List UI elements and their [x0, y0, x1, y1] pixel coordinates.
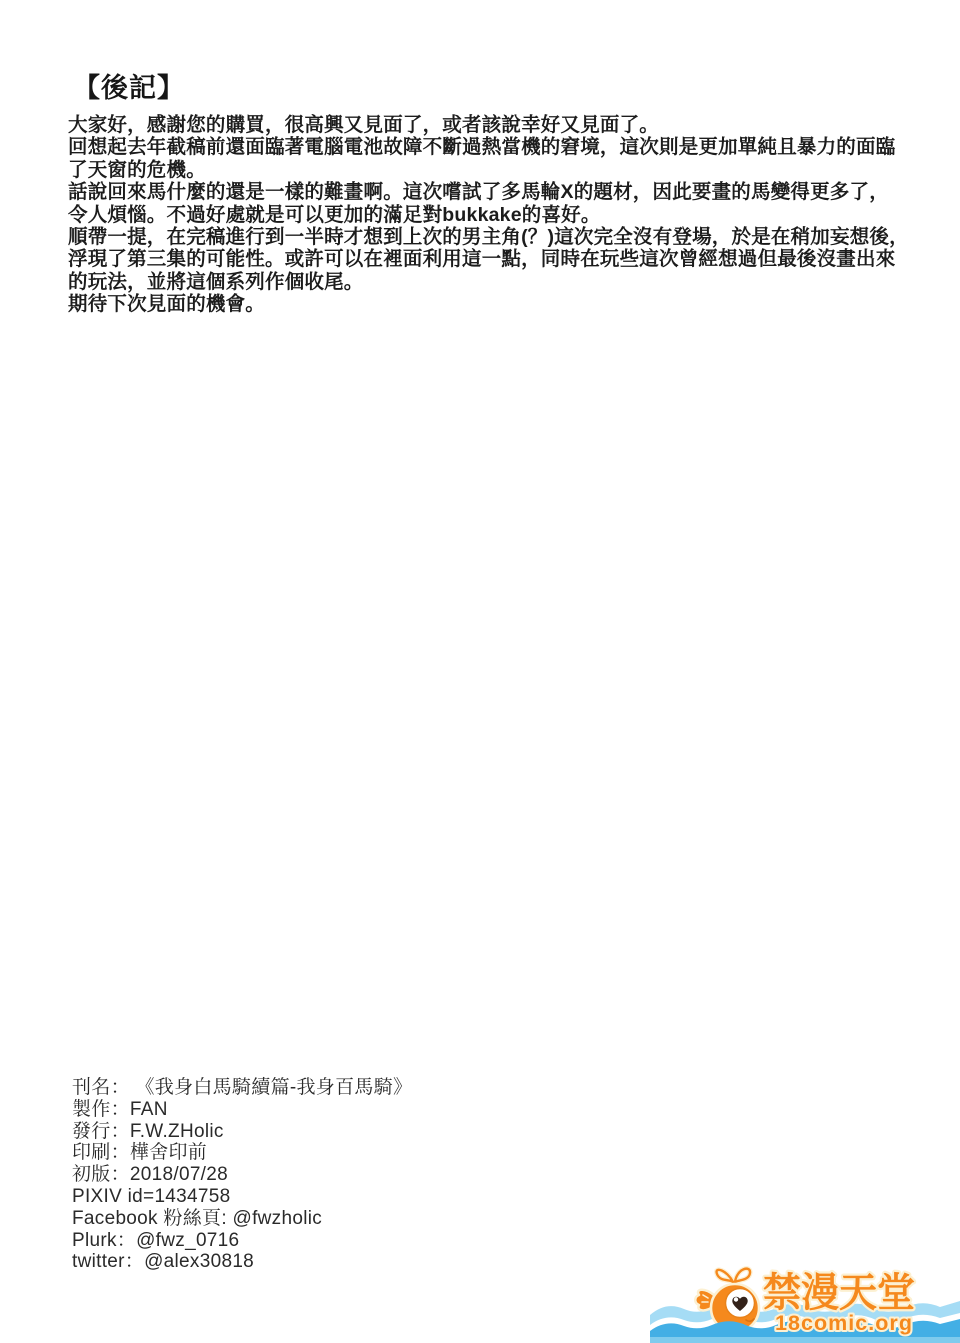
afterword-paragraphs [68, 114, 909, 316]
afterword-line: 回想起去年截稿前還面臨著電腦電池故障不斷過熱當機的窘境，這次則是更加單純且暴力的面臨 [68, 136, 896, 159]
watermark-logo-graphic [650, 1253, 960, 1343]
colophon-line-pixiv: PIXIV id=1434758 [72, 1185, 231, 1207]
wave-bottom-strip [650, 1337, 960, 1343]
afterword-line: 期待下次見面的機會。 [68, 293, 266, 316]
watermark-site-name: 禁漫天堂 [763, 1271, 915, 1315]
afterword-line: 話說回來馬什麼的還是一樣的難畫啊。這次嚐試了多馬輪X的題材，因此要畫的馬變得更多了， [68, 181, 889, 204]
colophon-line-publisher: 發行：F.W.ZHolic [72, 1120, 224, 1142]
afterword-line: 令人煩惱。不過好處就是可以更加的滿足對bukkake的喜好。 [68, 203, 601, 226]
colophon-line-first-edition: 初版：2018/07/28 [72, 1164, 228, 1186]
site-watermark [650, 1253, 960, 1343]
colophon-line-facebook: Facebook 粉絲頁: @fwzholic [72, 1207, 323, 1229]
watermark-site-url: 18comic.org [775, 1312, 913, 1335]
afterword-line: 浮現了第三集的可能性。或許可以在裡面利用這一點，同時在玩些這次曾經想過但最後沒畫出來 [68, 248, 896, 271]
afterword-line: 的玩法，並將這個系列作個收尾。 [68, 270, 364, 293]
publication-colophon [72, 1077, 412, 1273]
colophon-line-plurk: Plurk：@fwz_0716 [72, 1229, 240, 1251]
colophon-line-twitter: twitter：@alex30818 [72, 1251, 255, 1273]
colophon-line-printer: 印刷：樺舍印前 [72, 1142, 208, 1164]
afterword-line: 順帶一提，在完稿進行到一半時才想到上次的男主角(？)這次完全沒有登場，於是在稍加妄想後， [68, 226, 909, 249]
colophon-line-maker: 製作：FAN [72, 1098, 168, 1120]
afterword-line: 大家好，感謝您的購買，很高興又見面了，或者該說幸好又見面了。 [68, 114, 660, 136]
afterword-line: 了天窗的危機。 [68, 158, 206, 181]
page-title: 【後記】 [73, 73, 185, 103]
colophon-line-title: 刊名： 《我身白馬騎續篇-我身百馬騎》 [72, 1077, 413, 1098]
